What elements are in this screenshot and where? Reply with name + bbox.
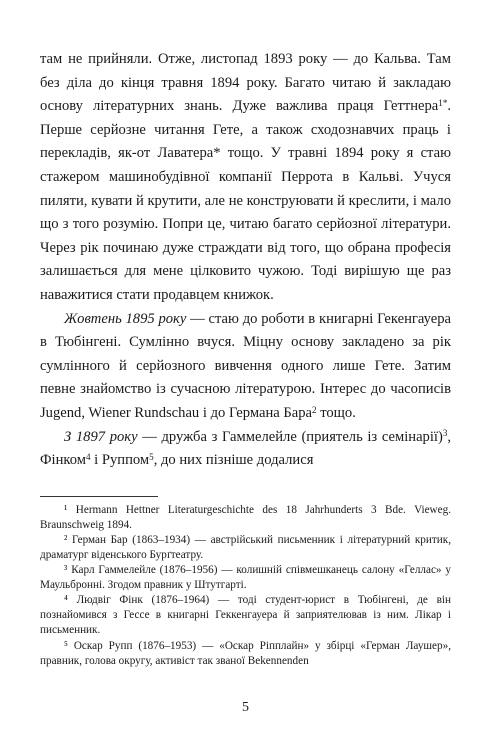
footnote-ref: 3 <box>442 428 448 439</box>
footnote-5: ⁵ Оскар Рупп (1876–1953) — «Оскар Ріпплайн» у збірці «Герман Лаушер», правник, голова округу, активіст так званої Bekennenden <box>40 639 451 667</box>
paragraph-2 <box>40 308 451 426</box>
footnote-1: ¹ Hermann Hettner Literaturgeschichte des 18 Jahrhunderts 3 Bde. Vieweg. Braunschweig 1894. <box>40 503 451 531</box>
footnote-4: ⁴ Людвіг Фінк (1876–1964) — тоді студент-юрист в Тюбінгені, де він познайомився з Гессе в книгарні Геккенгауера й заприятелював із ним. Лікар і письменник. <box>40 594 451 637</box>
text-run: , до них пізніше додалися <box>153 452 314 469</box>
text-run: , Фінком <box>40 428 452 469</box>
footnote-3: ³ Карл Гаммелейле (1876–1956) — колишній співмешканець салону «Геллас» у Маульбронні. Згодом правник у Штутгарті. <box>40 564 451 592</box>
text-run: — дружба з Гаммелейле (приятель із семінарії) <box>137 428 443 445</box>
footnote-ref: 4 <box>86 452 91 463</box>
footnote-ref: 5 <box>149 452 154 463</box>
footnotes <box>40 503 451 669</box>
paragraph-1 <box>40 48 451 308</box>
text-run: там не прийняли. Отже, листопад 1893 року — до Кальва. Там без діла до кінця травня 1894 року. Багато читаю й закладаю основу літературних знань. Дуже важлива праця Геттнера <box>40 51 451 115</box>
footnote-ref: 2 <box>312 404 317 415</box>
text-run: тощо. <box>316 404 356 421</box>
text-run: і Руппом <box>90 452 150 469</box>
date-heading: З 1897 року <box>64 428 138 445</box>
text-run: — стаю до роботи в книгарні Гекенгауера в Тюбінгені. Сумлінно вчуся. Міцну основу закладено за рік сумлінного й серйозного вивчення одного лише Гете. Затим певне знайомство із сучасною літературою. Інтерес до часописів Jugend, Wiener Rundschau і до Германа Бара <box>40 310 451 421</box>
page-number: 5 <box>242 700 249 715</box>
footnote-ref: 1* <box>438 98 448 109</box>
text-run: . Перше серйозне читання Гете, а також сходознавчих праць і перекладів, як-от Лаватера* тощо. У травні 1894 року я стаю стажером машинобудівної компанії Перрота в Кальві. Учуся пиляти, кувати й крутити, але не конструювати й креслити, і мало що з того розумію. Попри це, читаю багато серйозної літератури. Через рік починаю дуже страждати від того, що обрана професія залишається для мене цілковито чужою. Тоді вирішую ще раз наважитися стати продавцем книжок. <box>40 98 451 303</box>
date-heading: Жовтень 1895 року <box>64 310 187 327</box>
footnote-2: ² Герман Бар (1863–1934) — австрійський письменник і літературний критик, драматург віденського Бурґтеатру. <box>40 533 451 561</box>
footnote-divider <box>40 496 158 497</box>
paragraph-3 <box>40 426 451 473</box>
main-text <box>40 48 451 473</box>
page-content <box>40 48 451 669</box>
